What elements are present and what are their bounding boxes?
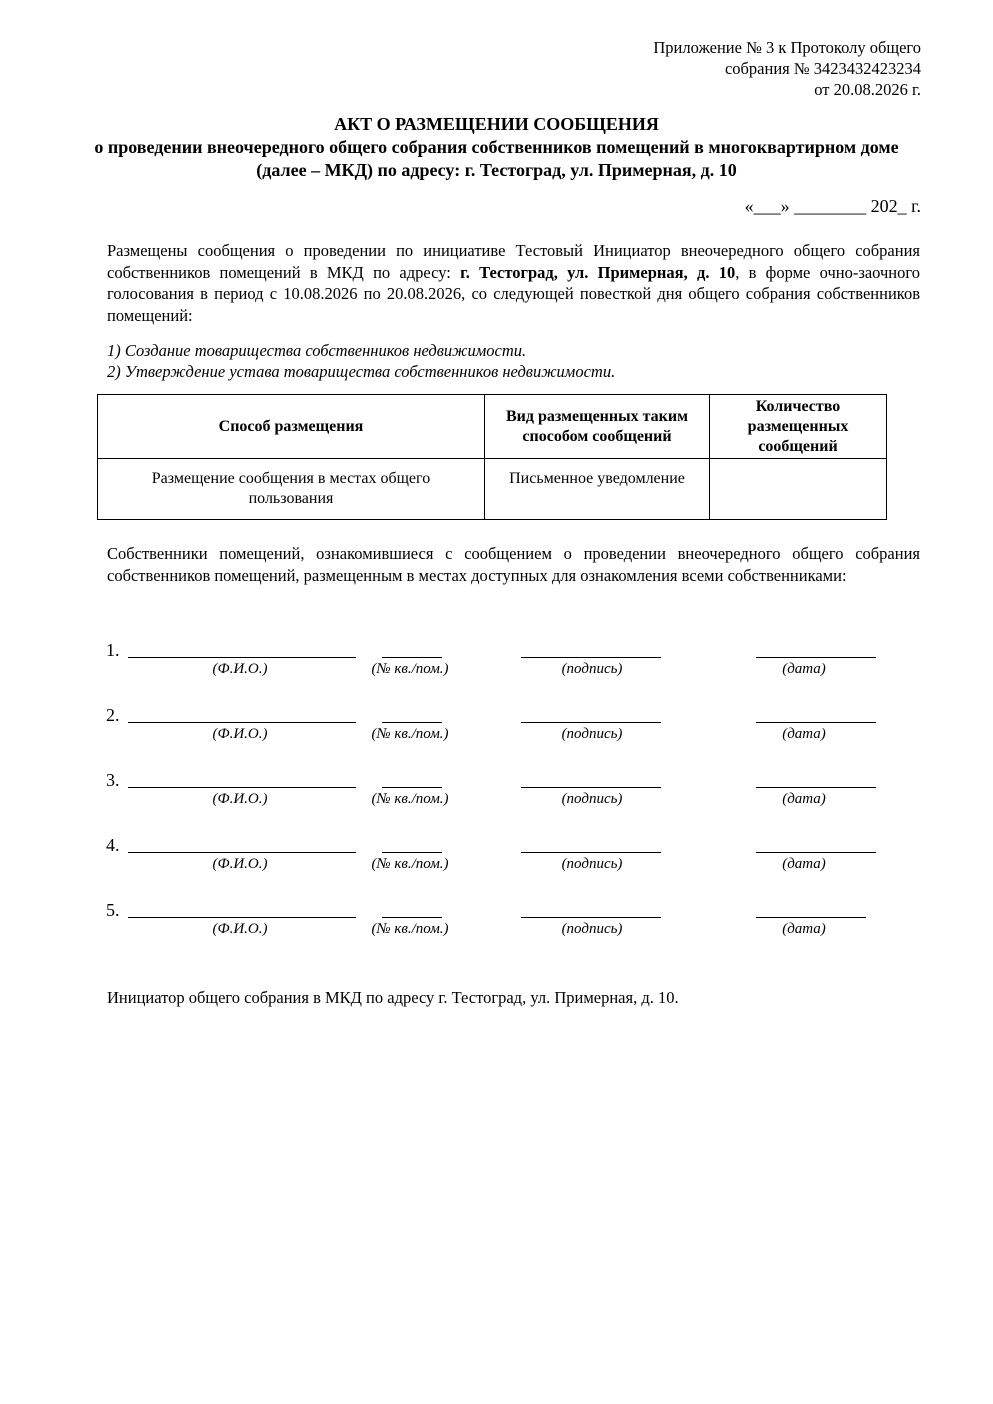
intro-text-2: , в форме очно-заочного голосования в период с 10.08.2026 по 20.08.2026, со следующей повесткой дня общего собрания собственников помещений: [107, 262, 920, 325]
signature-row-number: 3. [106, 770, 120, 790]
signature-row [0, 705, 993, 755]
document-title [60, 113, 933, 182]
caption-date: (дата) [782, 726, 826, 742]
appendix-line-2: собрания № 3423432423234 [724, 59, 921, 78]
date-line-blank [756, 917, 866, 918]
signature-line [521, 787, 661, 788]
caption-signature: (подпись) [561, 726, 623, 742]
caption-date: (дата) [782, 791, 826, 807]
caption-apt: (№ кв./пом.) [371, 791, 449, 807]
table-header-count: Количество размещенных сообщений [710, 395, 887, 459]
apt-line [382, 722, 442, 723]
signature-row [0, 640, 993, 690]
signature-row [0, 900, 993, 950]
caption-signature: (подпись) [561, 791, 623, 807]
apt-line [382, 852, 442, 853]
apt-line [382, 917, 442, 918]
signature-line [521, 852, 661, 853]
apt-line [382, 657, 442, 658]
caption-signature: (подпись) [561, 921, 623, 937]
caption-apt: (№ кв./пом.) [371, 921, 449, 937]
signature-row-number: 2. [106, 705, 120, 725]
agenda-list [107, 340, 920, 382]
caption-date: (дата) [782, 921, 826, 937]
agenda-item: 1) Создание товарищества собственников недвижимости. [107, 341, 527, 360]
signature-line [521, 917, 661, 918]
table-cell-count [710, 459, 887, 520]
caption-apt: (№ кв./пом.) [371, 661, 449, 677]
signature-row [0, 835, 993, 885]
signature-row-number: 5. [106, 900, 120, 920]
caption-date: (дата) [782, 856, 826, 872]
intro-paragraph [107, 240, 920, 326]
caption-fio: (Ф.И.О.) [212, 726, 268, 742]
caption-fio: (Ф.И.О.) [212, 661, 268, 677]
owners-paragraph: Собственники помещений, ознакомившиеся с сообщением о проведении внеочередного общего собрания собственников помещений, размещенным в местах доступных для ознакомления всеми собственниками: [107, 544, 920, 585]
caption-date: (дата) [782, 661, 826, 677]
signature-line [521, 657, 661, 658]
fio-line [128, 917, 356, 918]
initiator-footer: Инициатор общего собрания в МКД по адресу г. Тестоград, ул. Примерная, д. 10. [107, 988, 679, 1007]
fio-line [128, 787, 356, 788]
agenda-item: 2) Утверждение устава товарищества собственников недвижимости. [107, 362, 616, 381]
date-line-blank [756, 787, 876, 788]
title-sub: о проведении внеочередного общего собрания собственников помещений в многоквартирном доме (далее – МКД) по адресу: г. Тестоград, ул. Примерная, д. 10 [94, 137, 899, 180]
intro-address: г. Тестоград, ул. Примерная, д. 10 [460, 262, 736, 282]
fio-line [128, 852, 356, 853]
appendix-line-1: Приложение № 3 к Протоколу общего [653, 38, 921, 57]
caption-apt: (№ кв./пом.) [371, 726, 449, 742]
intro-text-1: Размещены сообщения о проведении по инициативе Тестовый Инициатор внеочередного общего собрания собственников помещений в МКД по адресу: [107, 241, 920, 282]
signature-row-number: 4. [106, 835, 120, 855]
date-line: «___» ________ 202_ г. [744, 196, 921, 216]
date-line-blank [756, 852, 876, 853]
caption-apt: (№ кв./пом.) [371, 856, 449, 872]
table-header-row [98, 395, 887, 459]
table-cell-method: Размещение сообщения в местах общего пользования [98, 459, 485, 520]
title-main: АКТ О РАЗМЕЩЕНИИ СООБЩЕНИЯ [334, 114, 659, 134]
caption-fio: (Ф.И.О.) [212, 791, 268, 807]
appendix-line-3: от 20.08.2026 г. [814, 80, 921, 99]
signature-row [0, 770, 993, 820]
placement-table [97, 394, 887, 520]
signature-row-number: 1. [106, 640, 120, 660]
caption-signature: (подпись) [561, 661, 623, 677]
table-header-method: Способ размещения [98, 395, 485, 459]
caption-fio: (Ф.И.О.) [212, 921, 268, 937]
fio-line [128, 657, 356, 658]
table-row [98, 459, 887, 520]
date-line-blank [756, 657, 876, 658]
signature-line [521, 722, 661, 723]
fio-line [128, 722, 356, 723]
table-header-type: Вид размещенных таким способом сообщений [485, 395, 710, 459]
apt-line [382, 787, 442, 788]
date-line-blank [756, 722, 876, 723]
table-cell-type: Письменное уведомление [485, 459, 710, 520]
caption-signature: (подпись) [561, 856, 623, 872]
appendix-header [521, 37, 921, 100]
caption-fio: (Ф.И.О.) [212, 856, 268, 872]
